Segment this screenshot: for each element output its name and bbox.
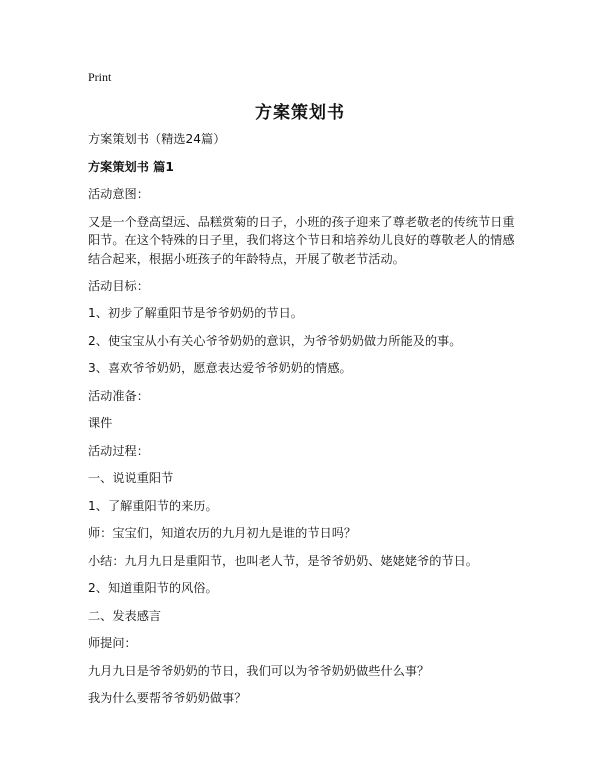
paragraph: 活动目标： (88, 278, 149, 293)
paragraph: 活动过程： (88, 443, 149, 458)
document-subtitle: 方案策划书（精选24篇） (88, 132, 226, 146)
paragraph: 课件 (88, 416, 113, 430)
document-body (88, 130, 518, 717)
paragraph: 师提问： (88, 636, 137, 650)
paragraph: 2、知道重阳节的风俗。 (88, 581, 218, 595)
page-title: 方案策划书 (255, 103, 345, 123)
paragraph: 1、初步了解重阳节是爷爷奶奶的节日。 (88, 306, 303, 320)
paragraph: 九月九日是爷爷奶奶的节日，我们可以为爷爷奶奶做些什么事？ (88, 663, 430, 678)
paragraph: 我为什么要帮爷爷奶奶做事？ (88, 691, 247, 705)
paragraph: 一、说说重阳节 (88, 471, 174, 485)
paragraph: 3、喜欢爷爷奶奶，愿意表达爱爷爷奶奶的情感。 (88, 361, 352, 375)
paragraph: 1、了解重阳节的来历。 (88, 498, 218, 513)
paragraph: 师：宝宝们，知道农历的九月初九是谁的节日吗？ (88, 526, 357, 540)
paragraph: 活动意图： (88, 187, 149, 201)
paragraph: 二、发表感言 (88, 608, 162, 623)
paragraph: 小结：九月九日是重阳节，也叫老人节，是爷爷奶奶、姥姥姥爷的节日。 (88, 553, 478, 568)
paragraph: 又是一个登高望远、品糕赏菊的日子，小班的孩子迎来了尊老敬老的传统节日重阳节。在这个特殊的日子里，我们将这个节日和培养幼儿良好的尊敬老人的情感结合起来，根据小班孩子的年龄特点，开展了敬老节活动。 (88, 214, 515, 266)
paragraph: 活动准备： (88, 388, 149, 403)
print-label: Print (88, 70, 112, 84)
section-heading: 方案策划书 篇1 (88, 159, 174, 174)
paragraph: 2、使宝宝从小有关心爷爷奶奶的意识，为爷爷奶奶做力所能及的事。 (88, 333, 462, 348)
